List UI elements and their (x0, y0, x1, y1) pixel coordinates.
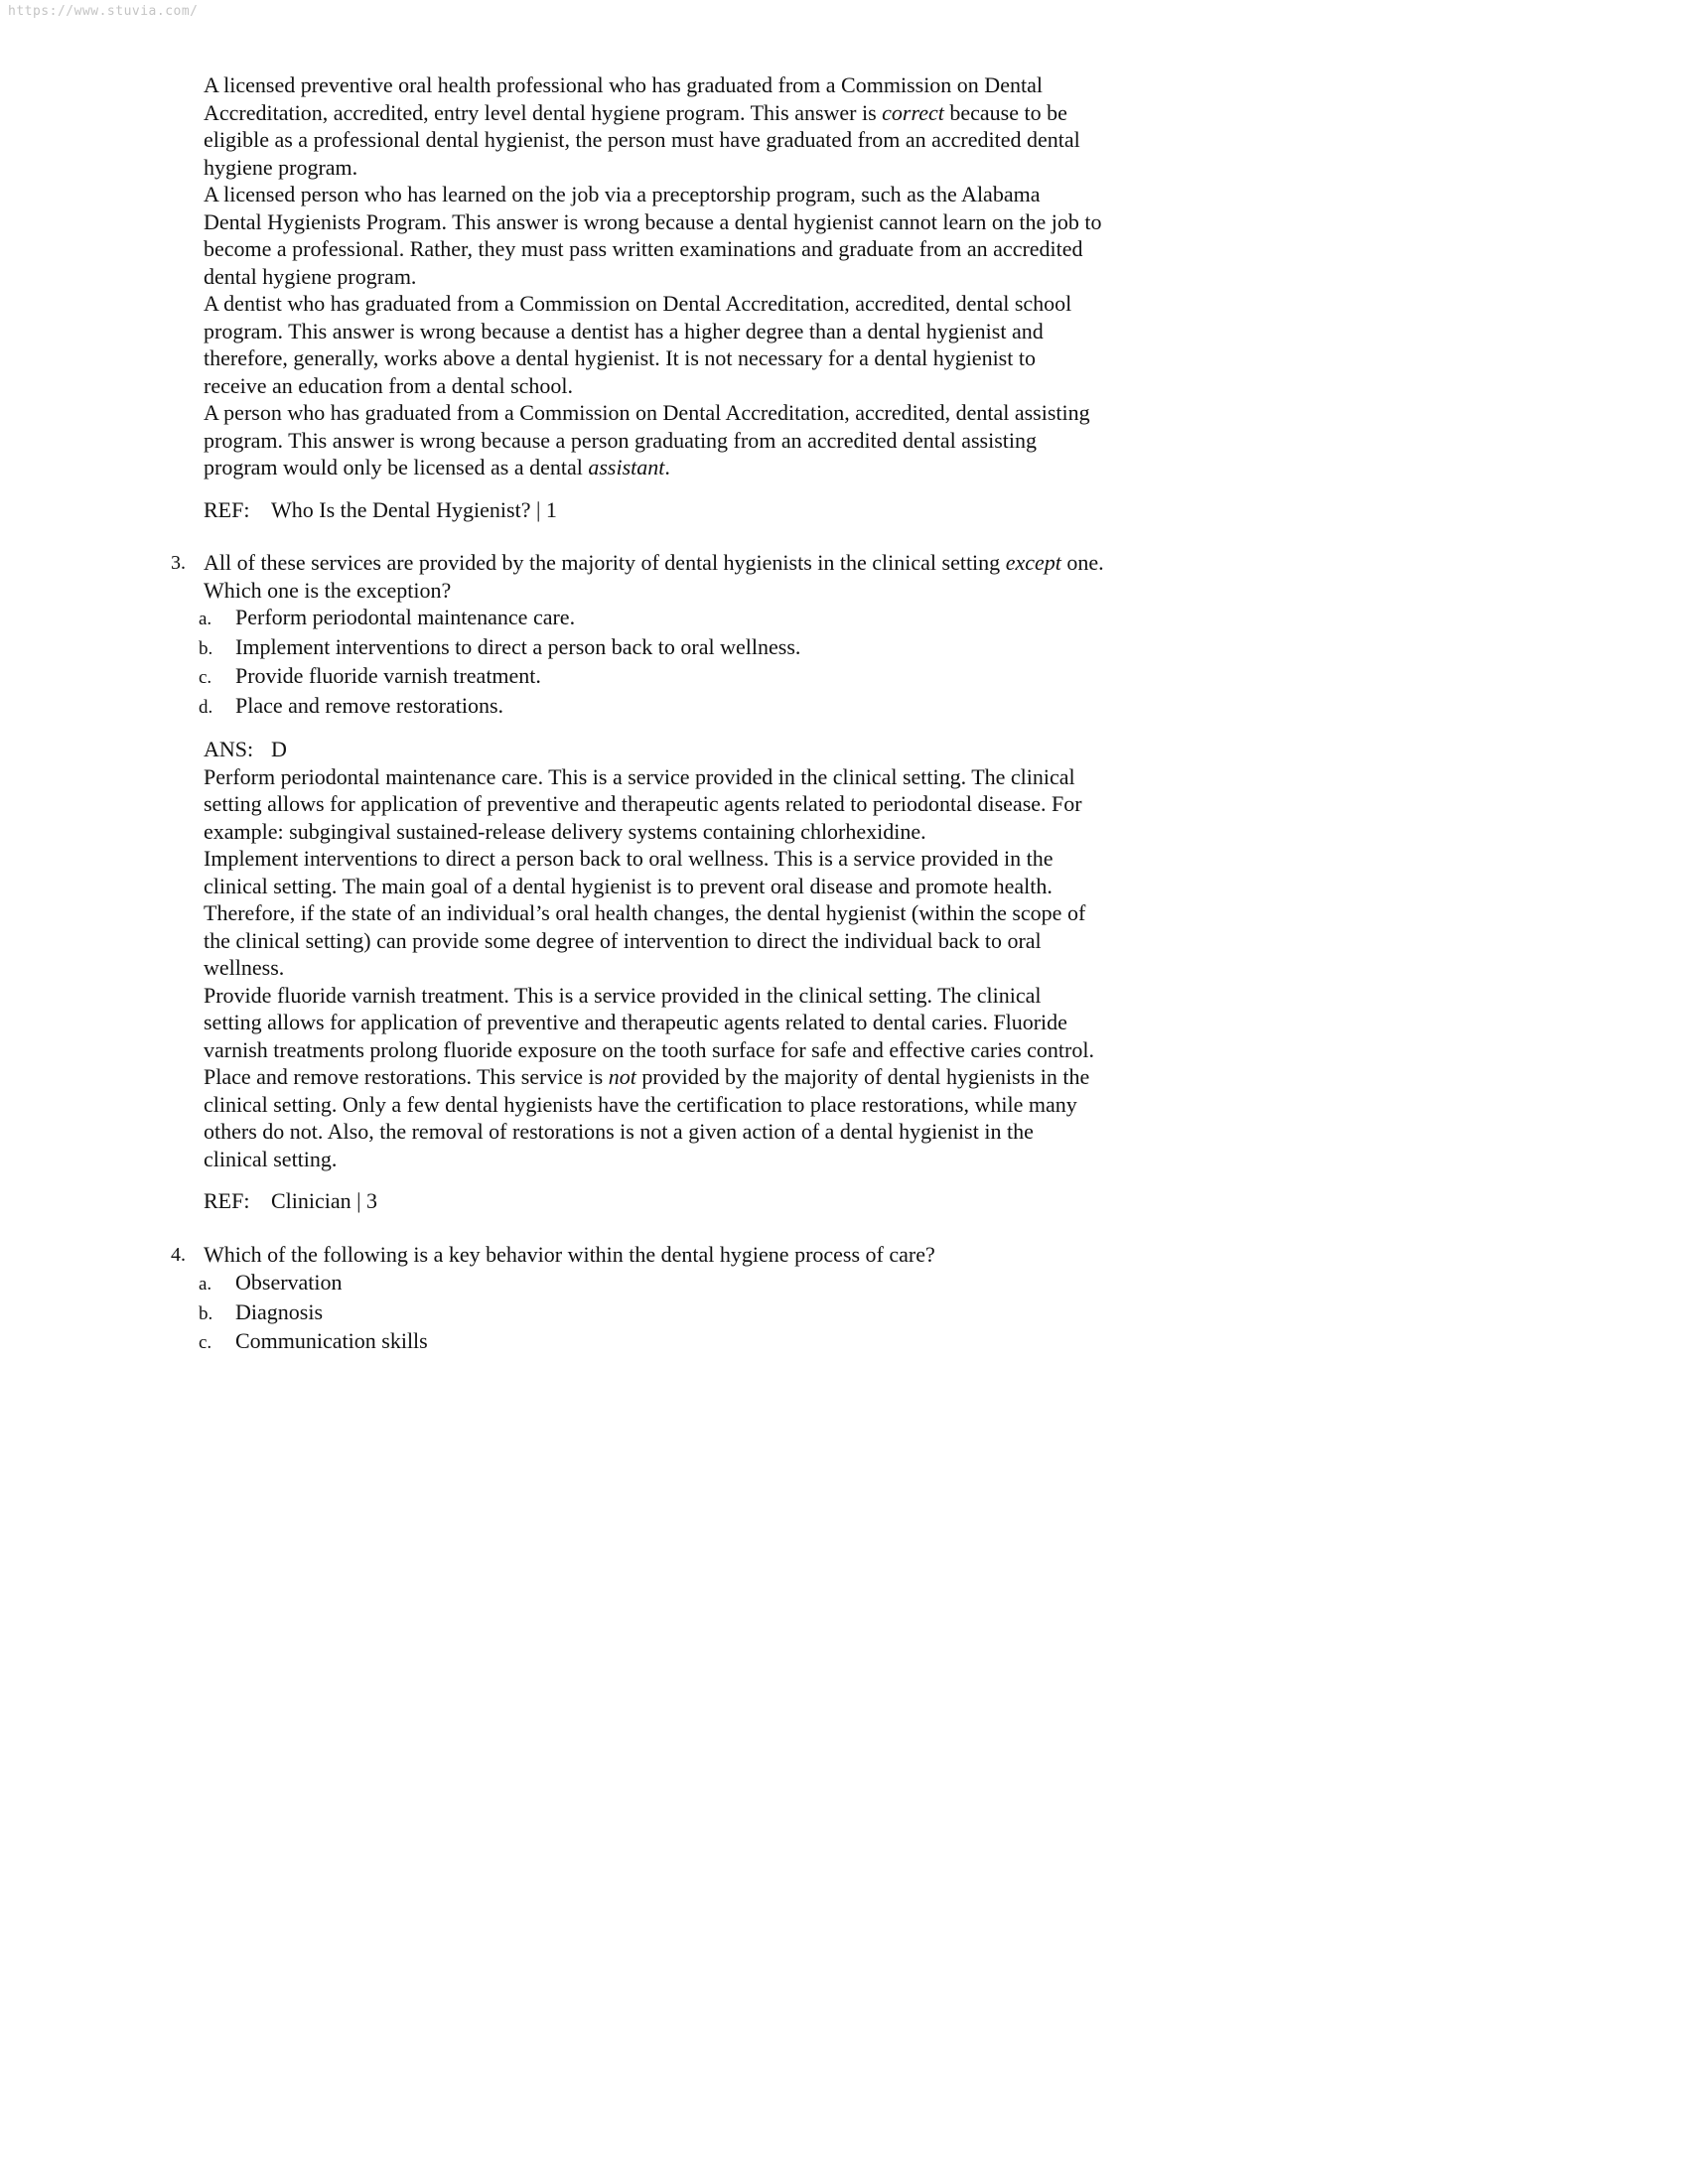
option-text: Provide fluoride varnish treatment. (235, 663, 541, 688)
italic-word: correct (882, 99, 944, 125)
option-letter: b. (199, 1302, 213, 1324)
question-4-block (0, 1241, 1688, 1357)
ref-label: REF: (204, 496, 250, 522)
explanation-paragraph: A licensed person who has learned on the job via a preceptorship program, such as the Alabama Dental Hygienists Program. This answer is wrong because a dental hygienist cannot learn on the job to become a professional. Rather, they must pass written examinations and graduate from an accredited dental hygiene program. (204, 182, 1102, 289)
option-text: Implement interventions to direct a person back to oral wellness. (235, 633, 801, 659)
question-stem: Which of the following is a key behavior within the dental hygiene process of care? (204, 1241, 935, 1267)
stem-text: one. Which one is the exception? (204, 550, 1104, 603)
question-3-block (0, 549, 1688, 1215)
italic-word: except (1005, 550, 1061, 575)
answer-option (199, 1327, 1072, 1357)
ref-line (204, 1187, 1102, 1215)
answer-line (204, 736, 1102, 763)
option-letter: c. (199, 667, 212, 688)
italic-word: not (608, 1064, 636, 1089)
rationale-paragraph: Implement interventions to direct a person back to oral wellness. This is a service provided in the clinical setting. The main goal of a dental hygienist is to prevent oral disease and promote health. Therefore, if the state of an individual’s oral health changes, the dental hygienist (within the scope of the clinical setting) can provide some degree of intervention to direct the individual back to oral wellness. (204, 846, 1086, 980)
paragraph-text: because to be eligible as a professional dental hygienist, the person must have graduated from an accredited dental hygiene program. (204, 99, 1080, 180)
ref-label: REF: (204, 1188, 250, 1213)
rationale-paragraph: Provide fluoride varnish treatment. This is a service provided in the clinical setting. The clinical setting allows for application of preventive and therapeutic agents related to dental caries. Fluoride varnish treatments prolong fluoride exposure on the tooth surface for safe and effective caries control. (204, 982, 1094, 1062)
answer-rationale-block (204, 763, 1102, 1173)
explanation-paragraph (204, 71, 1102, 181)
paragraph-text: provided by the majority of dental hygienists in the clinical setting. Only a few dental hygienists have the certification to place restorations, while many others do not. Also, the removal of restorations is not a given action of a dental hygienist in the clinical setting. (204, 1064, 1090, 1171)
answer-explanation-block-q2 (0, 71, 1688, 523)
answer-option (199, 1269, 1072, 1298)
paragraph-text: A person who has graduated from a Commission on Dental Accreditation, accredited, dental assisting program. This answer is wrong because a person graduating from an accredited dental assisting program would only be licensed as a dental (204, 400, 1090, 479)
option-text: Perform periodontal maintenance care. (235, 605, 576, 629)
paragraph-text: . (664, 455, 670, 479)
option-text: Place and remove restorations. (235, 692, 504, 718)
question-stem-row (171, 549, 1104, 604)
answer-value: D (271, 737, 287, 761)
rationale-paragraph: Perform periodontal maintenance care. This is a service provided in the clinical setting. The clinical setting allows for application of preventive and therapeutic agents related to periodontal disease. For example: subgingival sustained-release delivery systems containing chlorhexidine. (204, 763, 1082, 844)
italic-word: assistant (588, 455, 665, 479)
explanation-paragraph (204, 399, 1102, 481)
ref-value: Clinician | 3 (271, 1188, 378, 1213)
option-letter: c. (199, 1332, 212, 1353)
answer-option (199, 633, 1072, 663)
ref-value: Who Is the Dental Hygienist? | 1 (271, 496, 557, 522)
answer-label: ANS: (204, 737, 254, 761)
watermark-url: https://www.stuvia.com/ (8, 4, 199, 19)
answer-option (199, 604, 1072, 633)
option-letter: a. (199, 1274, 212, 1295)
stem-text: All of these services are provided by the majority of dental hygienists in the clinical setting (204, 550, 1006, 575)
option-text: Communication skills (235, 1328, 428, 1353)
option-letter: a. (199, 609, 212, 629)
question-number: 3. (171, 552, 186, 574)
option-letter: b. (199, 637, 213, 659)
option-text: Diagnosis (235, 1298, 323, 1324)
question-stem-row (171, 1241, 1104, 1270)
answer-option (199, 662, 1072, 692)
option-text: Observation (235, 1270, 343, 1295)
option-letter: d. (199, 696, 213, 718)
rationale-paragraph (204, 1063, 1102, 1172)
ref-line (204, 496, 1102, 524)
question-number: 4. (171, 1243, 186, 1266)
answer-option (199, 1298, 1072, 1328)
question-stem (204, 549, 1104, 604)
explanation-paragraph: A dentist who has graduated from a Commission on Dental Accreditation, accredited, dental school program. This answer is wrong because a dentist has a higher degree than a dental hygienist and therefore, generally, works above a dental hygienist. It is not necessary for a dental hygienist to receive an education from a dental school. (204, 291, 1072, 398)
paragraph-text: Place and remove restorations. This service is (204, 1064, 609, 1089)
paragraph-text: A licensed preventive oral health professional who has graduated from a Commission on Dental Accreditation, accredited, entry level dental hygiene program. This answer is (204, 72, 1043, 125)
answer-option (199, 692, 1072, 722)
